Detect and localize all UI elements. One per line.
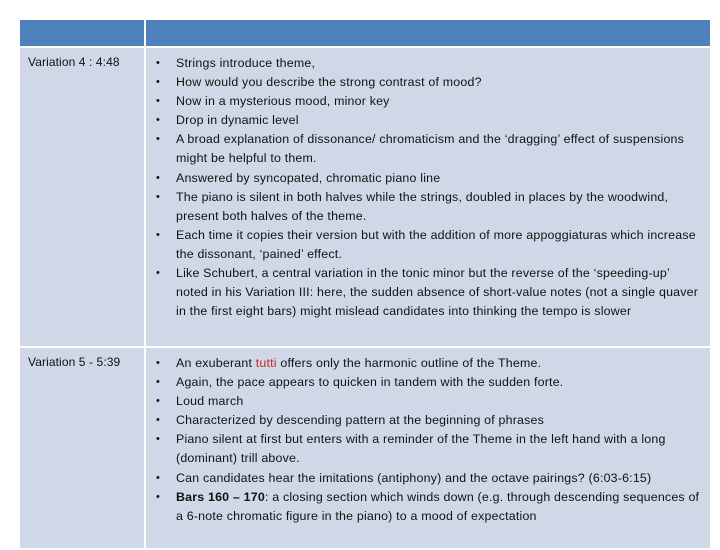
- bullet-icon: •: [156, 267, 161, 280]
- bullet-icon: •: [156, 171, 161, 184]
- bullet-icon: •: [156, 471, 161, 484]
- variations-table: [20, 20, 710, 550]
- list-item: • Each time it copies their version but with the addition of more appoggiaturas which increase the dissonant, ‘pained’ effect.: [156, 227, 696, 261]
- list-item: • Drop in dynamic level: [146, 111, 704, 130]
- row-label: Variation 4 : 4:48: [28, 55, 120, 69]
- bullet-icon: •: [156, 133, 161, 146]
- table-row-variation-5: [20, 348, 710, 550]
- bullet-icon: •: [156, 95, 161, 108]
- bullet-icon: •: [156, 228, 161, 241]
- header-cell-1: [20, 20, 146, 46]
- list-item: • Characterized by descending pattern at the beginning of phrases: [146, 411, 704, 430]
- table-row-variation-4: [20, 48, 710, 348]
- list-item: • Strings introduce theme,: [146, 54, 704, 73]
- bullet-icon: •: [156, 114, 161, 127]
- bullet-icon: •: [156, 57, 161, 69]
- bullet-icon: •: [156, 395, 161, 408]
- bullet-icon: •: [156, 490, 161, 503]
- table-header-row: [20, 20, 710, 48]
- bullet-icon: •: [156, 376, 161, 389]
- list-item: • An exuberant tutti offers only the harmonic outline of the Theme.: [146, 354, 704, 373]
- bullet-icon: •: [156, 433, 161, 446]
- row-notes-cell: [146, 348, 710, 548]
- list-item: • Bars 160 – 170: a closing section which winds down (e.g. through descending sequences of a 6-note chromatic figure in the piano) to a mood of expectation: [156, 489, 700, 523]
- row-label: Variation 5 - 5:39: [28, 355, 121, 369]
- notes-list: [146, 348, 710, 526]
- bullet-icon: •: [156, 76, 161, 89]
- header-cell-2: [146, 20, 710, 46]
- list-item: • Like Schubert, a central variation in the tonic minor but the reverse of the ‘speeding-up’ noted in his Variation III: here, the sudden absence of short-value notes (not a single quaver in the first eight bars) might mislead candidates into thinking the tempo is slower: [156, 266, 699, 319]
- list-item: • The piano is silent in both halves while the strings, doubled in places by the woodwind, present both halves of the theme.: [156, 189, 669, 223]
- list-item: • Loud march: [146, 392, 704, 411]
- list-item: • A broad explanation of dissonance/ chromaticism and the ‘dragging’ effect of suspensions might be helpful to them.: [156, 132, 685, 166]
- bullet-icon: •: [156, 414, 161, 427]
- list-item: • Answered by syncopated, chromatic piano line: [146, 169, 704, 188]
- notes-list: [146, 48, 710, 321]
- tutti-highlight: tutti: [255, 356, 277, 370]
- bar-range-bold: Bars 160 – 170: [176, 489, 265, 504]
- list-item: • Piano silent at first but enters with a reminder of the Theme in the left hand with a long (dominant) trill above.: [156, 432, 666, 466]
- list-item: • Now in a mysterious mood, minor key: [146, 92, 704, 111]
- bullet-icon: •: [156, 190, 161, 203]
- list-item: • Again, the pace appears to quicken in tandem with the sudden forte.: [146, 373, 704, 392]
- list-item: • How would you describe the strong contrast of mood?: [146, 73, 704, 92]
- row-label-cell: [20, 48, 146, 346]
- row-notes-cell: [146, 48, 710, 346]
- bullet-icon: •: [156, 357, 161, 369]
- list-item: • Can candidates hear the imitations (antiphony) and the octave pairings? (6:03-6:15): [146, 469, 704, 488]
- row-label-cell: [20, 348, 146, 548]
